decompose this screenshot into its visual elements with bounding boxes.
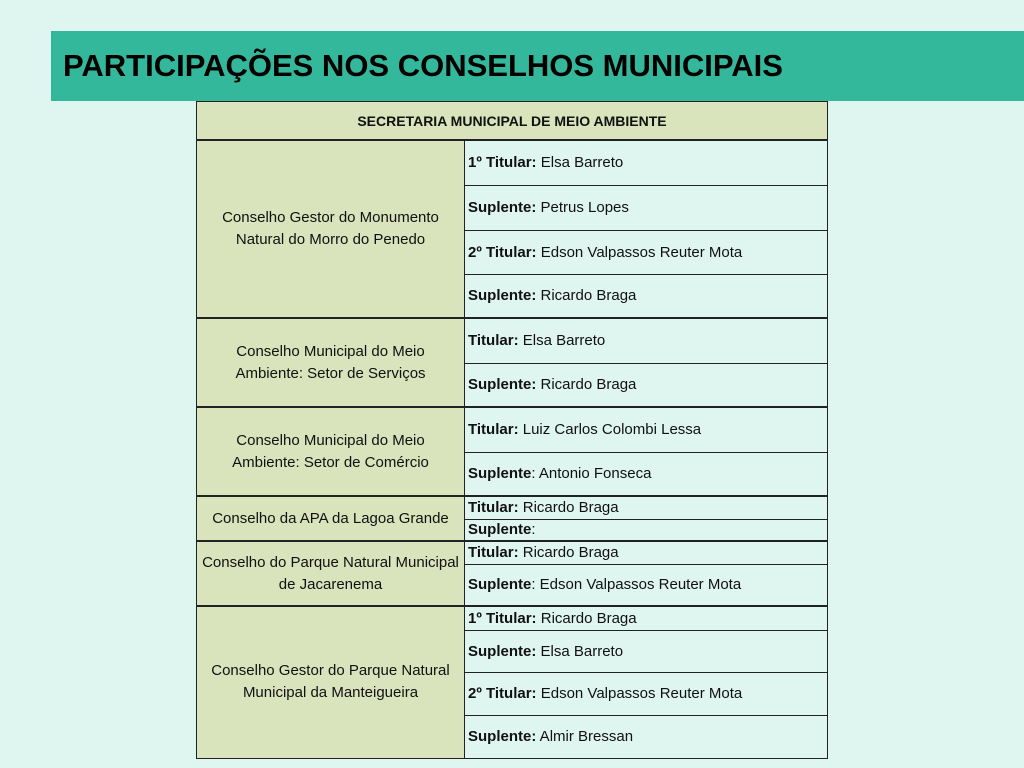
council-name: Conselho Gestor do Monumento Natural do Morro do Penedo [197, 140, 465, 318]
member-name: Ricardo Braga [518, 499, 619, 517]
council-name: Conselho da APA da Lagoa Grande [197, 496, 465, 541]
table-row [197, 318, 828, 363]
member-cell [465, 606, 828, 630]
council-name: Conselho Gestor do Parque Natural Municipal da Manteigueira [197, 606, 465, 758]
member-cell [465, 407, 828, 452]
member-role: Titular: [468, 499, 519, 517]
member-name: Elsa Barreto [536, 154, 624, 172]
member-role: Titular: [468, 421, 519, 439]
member-role: 2º Titular: [468, 685, 537, 702]
member-cell [465, 519, 828, 541]
member-cell [465, 140, 828, 185]
member-cell [465, 541, 828, 564]
member-cell [465, 318, 828, 363]
member-role: Suplente [468, 576, 532, 594]
member-name: Elsa Barreto [518, 332, 606, 350]
slide-title: PARTICIPAÇÕES NOS CONSELHOS MUNICIPAIS [63, 48, 783, 83]
table-row [197, 407, 828, 452]
member-name: Edson Valpassos Reuter Mota [536, 685, 743, 702]
council-name: Conselho Municipal do Meio Ambiente: Setor de Serviços [197, 318, 465, 407]
member-name: : Antonio Fonseca [531, 465, 652, 483]
member-cell [465, 274, 828, 318]
member-name: Ricardo Braga [536, 609, 637, 627]
member-name: : [531, 521, 536, 539]
member-role: Suplente: [468, 642, 537, 660]
member-name: Ricardo Braga [536, 287, 637, 305]
council-name: Conselho do Parque Natural Municipal de Jacarenema [197, 541, 465, 606]
member-name: Edson Valpassos Reuter Mota [536, 243, 743, 261]
member-name: : Edson Valpassos Reuter Mota [531, 576, 742, 594]
member-cell [465, 630, 828, 672]
member-role: Titular: [468, 332, 519, 350]
member-role: Suplente: [468, 376, 537, 394]
title-bar [51, 31, 1024, 101]
member-role: Suplente: [468, 728, 537, 745]
table-row [197, 140, 828, 185]
member-name: Ricardo Braga [518, 544, 619, 562]
member-role: Titular: [468, 544, 519, 562]
table-row [197, 496, 828, 519]
member-cell [465, 452, 828, 496]
member-cell [465, 564, 828, 606]
member-name: Petrus Lopes [536, 199, 629, 216]
member-cell [465, 715, 828, 758]
table-row [197, 606, 828, 630]
member-name: Almir Bressan [536, 728, 634, 745]
council-name: Conselho Municipal do Meio Ambiente: Setor de Comércio [197, 407, 465, 496]
member-role: Suplente [468, 465, 532, 483]
member-name: Luiz Carlos Colombi Lessa [518, 421, 702, 439]
table-row [197, 541, 828, 564]
member-cell [465, 363, 828, 407]
member-cell [465, 185, 828, 230]
member-role: Suplente: [468, 199, 537, 216]
member-cell [465, 496, 828, 519]
member-role: 1º Titular: [468, 154, 537, 172]
member-role: 1º Titular: [468, 609, 537, 627]
member-role: Suplente: [468, 287, 537, 305]
member-name: Elsa Barreto [536, 642, 624, 660]
member-name: Ricardo Braga [536, 376, 637, 394]
member-role: Suplente [468, 521, 532, 539]
council-table [196, 101, 828, 759]
member-role: 2º Titular: [468, 243, 537, 261]
member-cell [465, 230, 828, 274]
member-cell [465, 672, 828, 715]
table-header: SECRETARIA MUNICIPAL DE MEIO AMBIENTE [197, 102, 828, 141]
